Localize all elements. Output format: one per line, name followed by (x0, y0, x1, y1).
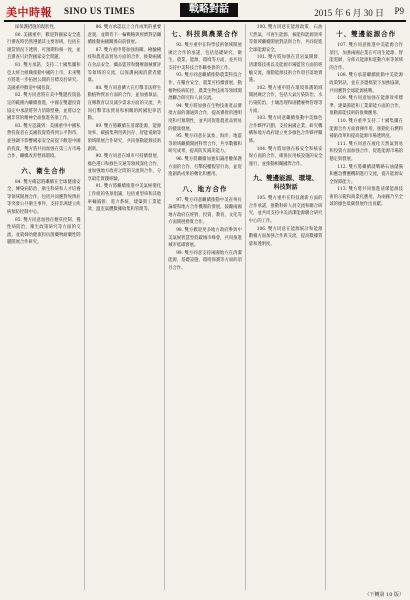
section-heading-local: 八、地方合作 (182, 184, 228, 193)
paragraph: 107. 雙方同意推進中美能源合作項目，加強兩國企業在可再生能源、智能電網、分佈式能源和電動汽車等領域的合作。 (329, 43, 403, 71)
paragraph: 110. 雙方重申支持二十國集團在能源合作方面發揮作用，推動化石燃料補貼改革和提高能源市場透明度。 (329, 118, 403, 140)
paragraph: 81. 雙方承諾，支持二十國集團和亞太經合組織推動中國的上市，未來雙方將進一步拓展公開的目標及於研究。美國重申歡迎中國投資。 (7, 62, 81, 91)
paragraph: 85. 雙方同意加強在煙草控制、慢性病防治、衛生政策研究等方面的交流，並就婦幼健康和抗菌藥物耐藥性問題開展合作研究。 (7, 217, 81, 246)
page-number: P9 (394, 6, 404, 16)
paragraph: 82. 雙方同意將在美中雙邊投資協定的範圍內繼續推進，中國在雙邊投資協定中承諾將努力消除壁壘，並將以全國非常的精神全面推進各項工作。 (7, 93, 81, 122)
heading-line-2: 科技對話 (273, 184, 298, 192)
paragraph: 83. 雙方認識到：美國重申中國私營投資者在美國投資將得到公平對待，並強調不影響國家安全前提下歡迎中國的投資，雙方將共同加強在第三方市場合作，繼續改善營商環境。 (7, 123, 81, 160)
column-5 (326, 24, 406, 590)
paragraph: 102. 雙方重申將在環境保護領域開展廣泛合作，包括大氣污染防治、水污染防治、土壤治理和固體廢物管理等方面。 (248, 85, 323, 114)
paragraph: 92. 雙方重申在科學技術領域開展廣泛合作的承諾，包括基礎研究、衛生、農業、能源、環境等方面，並共同支持中美科技合作聯委會的工作。 (168, 43, 242, 71)
paragraph: 採保護措施的現狀性。 (15, 25, 58, 30)
paragraph: 99. 雙方同意支持兩國地方在清潔能源、基礎設施、環境保護等方面的項目合作。 (168, 250, 242, 272)
paragraph: 86. 雙方承認以上合作成果的重要意義，並期待下一輪戰略與經濟對話繼續推動兩國關係向前發展。 (87, 25, 162, 46)
paragraph: 94. 雙方將加強在生物技術產品審批方面的溝通與合作，提高審批的透明度和可預期性，並共同促進農產品貿易的健康發展。 (168, 103, 242, 132)
paragraph: 96. 雙方將繼續加強知識產權保護方面的合作，打擊侵權假冒行為，並促進創新成果的轉化和應用。 (168, 156, 242, 178)
para-group (88, 24, 162, 214)
para-group (249, 195, 323, 248)
section-heading-energy-dialogue (249, 173, 323, 191)
paragraph: 97. 雙方同意繼續推動中美省州長論壇和地方合作機制的發展，鼓勵兩國地方政府在經貿、投資、教育、文化等方面開展務實合作。 (168, 197, 242, 226)
paragraph: 87. 雙方重申將加強海關、檢驗檢疫和農產品貿易方面的合作，推動兩國在食品安全、藥品監管和醫療器械審評等領域的交流，以保護兩國消費者健康。 (87, 47, 162, 84)
column-2 (85, 24, 166, 590)
paragraph: 95. 雙方同意在氣象、海洋、地震等領域繼續開展科學合作，共享數據和研究成果，提高防災減災能力。 (168, 134, 242, 155)
section-heading-energy-coop: 十、雙邊能源合作 (336, 30, 397, 38)
paragraph: 101. 雙方將加強在頁岩氣開發、清潔煤技術以及能源市場監管方面的經驗交流，推動能源技術合作項目落地實施。 (248, 55, 323, 84)
paragraph: 113. 雙方將共同推進清潔能源技術的示範和商業化應用，為兩國乃至全球的綠色低碳發展作出貢獻。 (329, 187, 403, 208)
paragraph: 84. 雙方確認將繼續在全球健康安全、傳染病防治、衛生科研和人才培養等領域開展合作，包括共同應對埃博拉等突發公共衛生事件，支持非洲建立疾病預防控制中心。 (7, 179, 81, 216)
column-3 (165, 24, 246, 590)
paragraph: 104. 雙方將加強在核安全和核安保方面的合作，確保民用核設施的安全運行，並推動相關國際合作。 (248, 146, 323, 167)
section-heading-health: 六、衛生合作 (21, 166, 67, 175)
para-group (249, 24, 323, 168)
para-group (7, 179, 81, 247)
paragraph: 109. 雙方同意加強在能源效率標準、建築節能和工業節能方面的合作，推動節能技術的推廣應用。 (329, 96, 403, 117)
paragraph: 80. 美國重申，歡迎對國家安全進行審查時仍然遵循其主要原則，包括在適當情況下透明、可預期和相一致，並且審查只針對國家安全問題。 (7, 32, 81, 61)
column-4 (246, 24, 327, 590)
para-group (329, 42, 403, 209)
section-badge: 戰略對話 (180, 3, 238, 17)
heading-line-1: 九、雙邊能源、環境、 (253, 174, 319, 183)
column-1 (4, 24, 85, 590)
continued-note: （下轉第 10 版） (364, 592, 404, 598)
masthead (4, 3, 406, 22)
section-heading-science: 七、科技與農業合作 (171, 30, 239, 38)
para-group (168, 197, 242, 273)
newspaper-title-en: SINO US TIMES (64, 6, 135, 16)
issue-date: 2015 年 6 月 30 日 (314, 8, 384, 18)
article-columns (4, 24, 406, 590)
paragraph: 111. 雙方同意在液化天然氣貿易和投資方面加強合作，促進能源市場的穩定與發展。 (329, 141, 403, 162)
paragraph: 105. 雙方重申在科技創新方面的合作承諾，推動科研人員交流和聯合研究，並共同支持中美清潔能源聯合研究中心的工作。 (248, 196, 323, 225)
paragraph: 91. 雙方將繼續推進中美氣候變化工作組的各項倡議，包括重型車和其他車輛減排、電力系統、建築與工業能效、溫室氣體數據收集和管理等。 (87, 184, 162, 213)
paragraph: 103. 雙方同意繼續推動中美綠色合作夥伴計劃，支持兩國企業、研究機構和地方政府建立更多綠色合作夥伴關係。 (248, 116, 323, 144)
paragraph: 88. 雙方同意擴大在打擊非法野生動植物貿易方面的合作，並加強執法、宣傳教育以及減少需求方面的交流，共同打擊非法貿易和相關的跨國犯罪活動。 (87, 85, 162, 122)
paragraph: 106. 雙方同意在能源統計和能源數據方面加強合作與交流，提高數據質量和透明度。 (248, 226, 323, 247)
paragraph: 100. 雙方同意在能源政策、石油天然氣、可再生能源、核能和能源效率等領域繼續開展對話與合作，共同促進全球能源安全。 (248, 25, 323, 53)
paragraph: 112. 雙方將繼續就戰略石油儲備和應急響應機制進行交流，提升能源安全保障能力。 (329, 164, 403, 185)
para-group (7, 24, 81, 161)
paragraph: 89. 雙方將繼續在清潔能源、能源效率、碳捕集利用與封存、智能電網等領域開展合作研究，共同推動能源技術創新。 (87, 123, 162, 152)
paragraph: 98. 雙方歡迎更多地方政府參與中美氣候智慧型低碳城市峰會，共同推進城市低碳發展。 (168, 228, 242, 249)
para-group (168, 42, 242, 179)
newspaper-title-cn: 美中時報 (6, 6, 52, 19)
paragraph: 90. 雙方同意在城市可持續發展、綠色港口和綠色交通等領域深化合作，並加強地方政府之間的交流與合作，分享最佳實踐經驗。 (87, 154, 162, 182)
paragraph: 108. 雙方承諾繼續推動中美能源政策對話，並在多邊框架下加強協調，共同應對全球能源挑戰。 (329, 73, 403, 94)
paragraph: 93. 雙方同意繼續推動農業科技合作，在糧食安全、農業可持續發展、動植物疫病防控、農業生物技術等領域開展聯合研究和人員交流。 (168, 73, 242, 102)
